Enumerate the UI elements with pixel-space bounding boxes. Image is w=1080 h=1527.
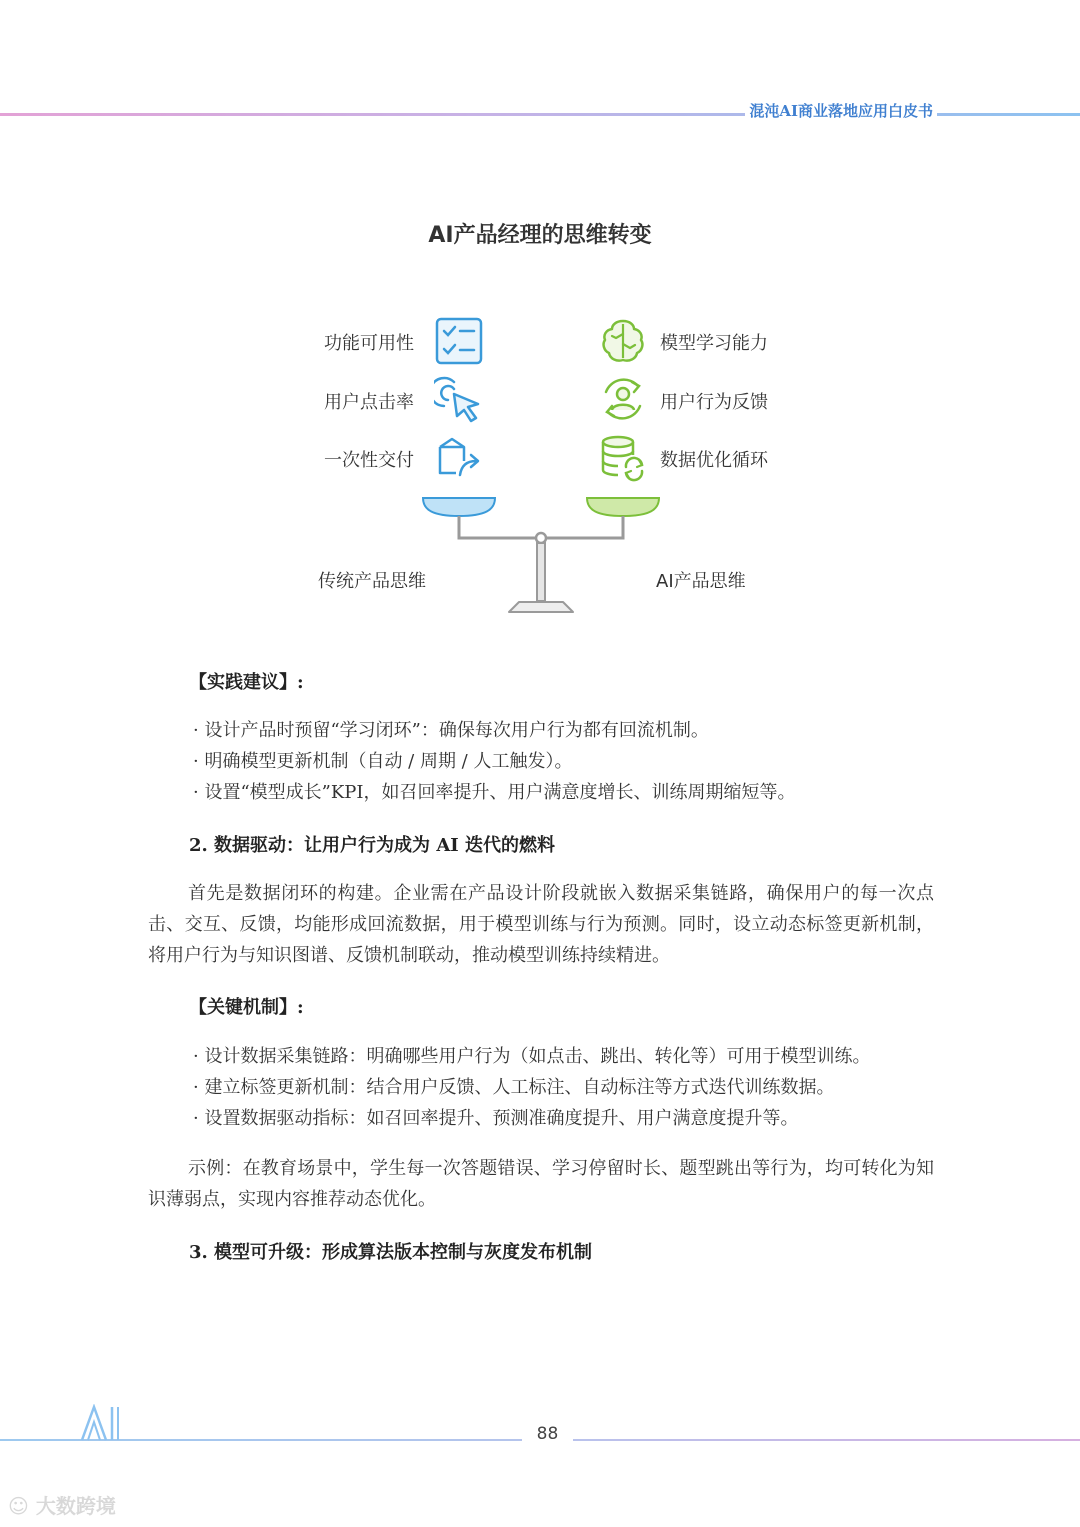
example-paragraph: 示例：在教育场景中，学生每一次答题错误、学习停留时长、题型跳出等行为，均可转化为知识薄弱点，实现内容推荐动态优化。 [148, 1158, 934, 1210]
section-2-heading: 2. 数据驱动：让用户行为成为 AI 迭代的燃料 [189, 835, 555, 856]
footer-rule-right [573, 1439, 1080, 1441]
balance-scale [415, 490, 675, 620]
list-item: · 设置数据驱动指标：如召回率提升、预测准确度提升、用户满意度提升等。 [193, 1103, 870, 1134]
header-title: 混沌AI商业落地应用白皮书 [745, 100, 937, 121]
practice-list [193, 715, 796, 808]
cursor-click-icon [434, 374, 484, 424]
right-scale-label: AI产品思维 [656, 571, 746, 592]
left-item-1: 功能可用性 [324, 333, 414, 354]
left-pan [423, 498, 495, 516]
mechanisms-list [193, 1041, 870, 1134]
list-item: · 设计数据采集链路：明确哪些用户行为（如点击、跳出、转化等）可用于模型训练。 [193, 1041, 870, 1072]
list-item: · 设计产品时预留“学习闭环”：确保每次用户行为都有回流机制。 [193, 715, 796, 746]
brain-icon [598, 316, 648, 366]
list-item: · 明确模型更新机制（自动 / 周期 / 人工触发）。 [193, 746, 796, 777]
page-number: 88 [536, 1424, 559, 1444]
right-item-3: 数据优化循环 [660, 450, 768, 471]
checklist-icon [434, 316, 484, 366]
left-item-3: 一次性交付 [324, 450, 414, 471]
diagram-title: AI产品经理的思维转变 [428, 223, 652, 248]
right-pan [587, 498, 659, 516]
right-item-2: 用户行为反馈 [660, 392, 768, 413]
watermark [8, 1490, 116, 1519]
list-item: · 建立标签更新机制：结合用户反馈、人工标注、自动标注等方式迭代训练数据。 [193, 1072, 870, 1103]
database-cycle-icon [598, 433, 648, 483]
footer-rule-left [0, 1439, 522, 1441]
mechanisms-heading: 【关键机制】: [189, 997, 304, 1018]
practice-heading: 【实践建议】: [189, 672, 304, 693]
watermark-text: 大数跨境 [35, 1494, 116, 1518]
watermark-logo-icon: ☺ [8, 1494, 29, 1518]
ai-logo [80, 1404, 130, 1442]
section-3-heading: 3. 模型可升级：形成算法版本控制与灰度发布机制 [189, 1242, 593, 1263]
package-deliver-icon [434, 433, 484, 483]
user-feedback-icon [598, 374, 648, 424]
list-item: · 设置“模型成长”KPI，如召回率提升、用户满意度增长、训练周期缩短等。 [193, 777, 796, 808]
section-2-paragraph: 首先是数据闭环的构建。企业需在产品设计阶段就嵌入数据采集链路，确保用户的每一次点击、交互、反馈，均能形成回流数据，用于模型训练与行为预测。同时，设立动态标签更新机制，将用户行为与知识图谱、反馈机制联动，推动模型训练持续精进。 [148, 883, 934, 966]
right-item-1: 模型学习能力 [660, 333, 768, 354]
left-scale-label: 传统产品思维 [318, 571, 426, 592]
left-item-2: 用户点击率 [324, 392, 414, 413]
